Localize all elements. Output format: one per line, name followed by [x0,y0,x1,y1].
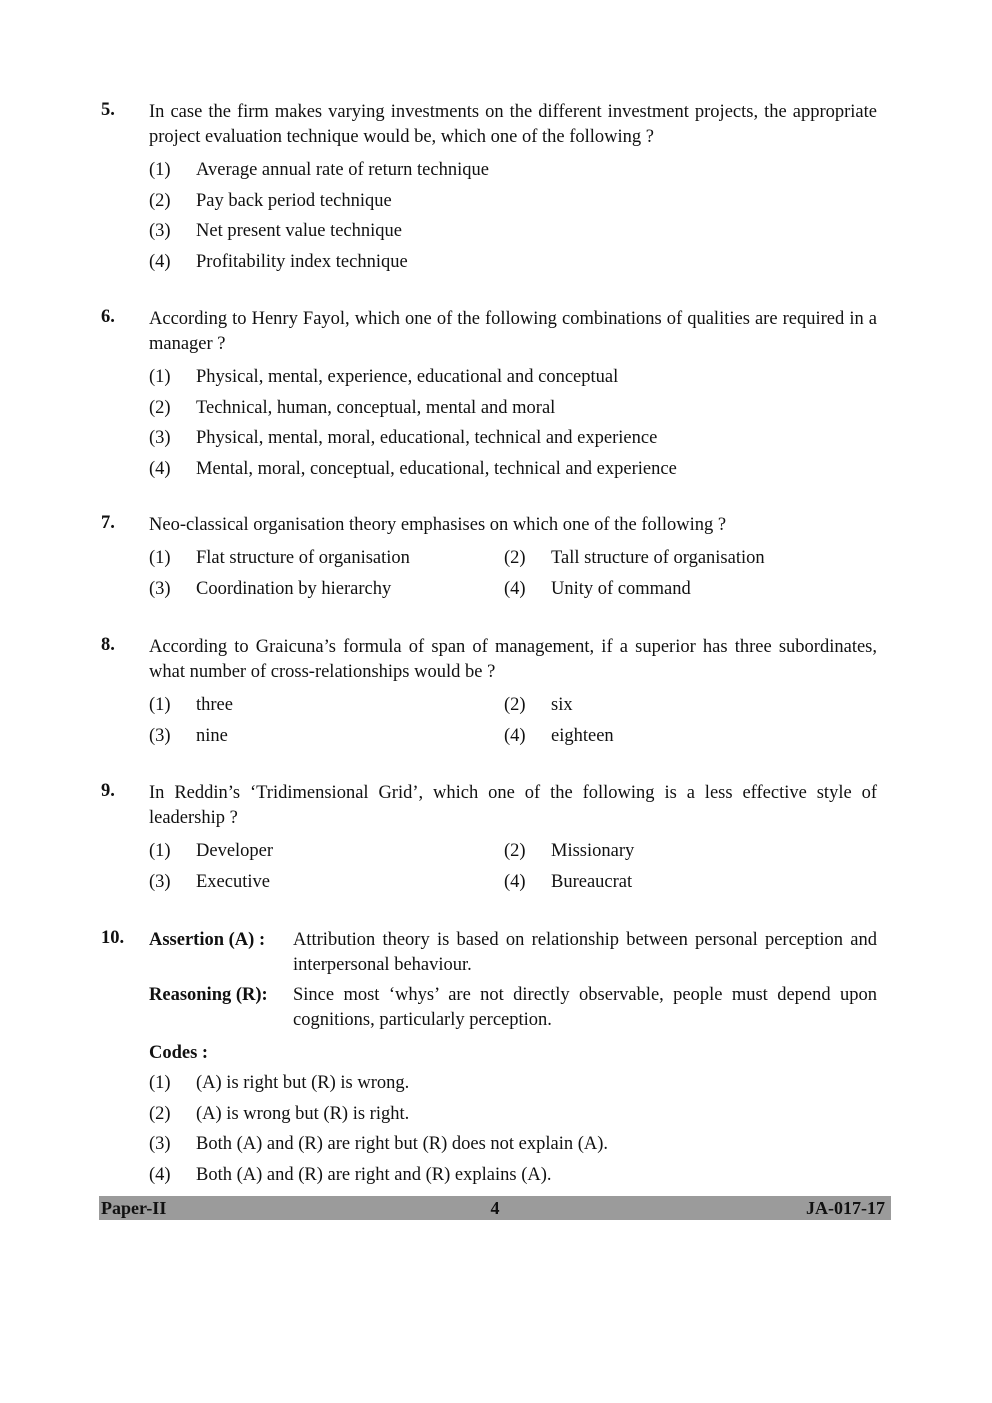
option-2 [149,1099,877,1130]
option-4 [149,247,877,278]
option-text: Net present value technique [196,221,402,241]
option-number: (1) [149,841,171,861]
option-2 [149,186,877,217]
option-text: six [551,695,573,715]
option-number: (1) [149,367,171,387]
option-text: Both (A) and (R) are right but (R) does not explain (A). [196,1134,609,1154]
option-3 [149,574,504,605]
option-number: (4) [504,871,526,892]
option-2 [149,393,877,424]
option-text: Executive [196,871,270,892]
paper-code: JA-017-17 [806,1198,885,1218]
option-4 [504,867,834,898]
assertion-row [149,928,877,978]
option-3 [149,216,877,247]
option-number: (1) [149,160,171,180]
option-text: Flat structure of organisation [196,548,410,568]
option-number: (2) [504,695,526,715]
option-4 [149,1160,877,1191]
option-3 [149,423,877,454]
paper-label: Paper-II [101,1198,167,1218]
option-number: (3) [149,578,171,599]
option-3 [149,867,504,898]
option-number: (1) [149,1073,171,1093]
option-number: (4) [149,1164,171,1185]
option-1 [149,836,504,867]
option-text: Tall structure of organisation [551,548,765,568]
codes-label: Codes : [149,1043,209,1063]
question-text: In case the firm makes varying investments on the different investment projects, the appropriate project evaluation technique would be, which one of the following ? [149,102,877,147]
option-text: Physical, mental, experience, educational and conceptual [196,367,619,387]
question-5 [101,100,877,277]
reasoning-row [149,983,877,1033]
reasoning-label: Reasoning (R): [149,985,268,1005]
option-1 [149,155,877,186]
question-10 [101,928,877,1190]
option-number: (2) [149,1103,171,1124]
option-3 [149,1129,877,1160]
option-number: (3) [149,428,171,448]
question-8 [101,635,877,751]
option-text: Bureaucrat [551,871,633,892]
option-2 [504,836,834,867]
option-list [149,155,877,277]
option-text: three [196,695,233,715]
question-number: 5. [101,100,115,120]
option-number: (2) [149,397,171,418]
option-text: Both (A) and (R) are right and (R) explains (A). [196,1164,552,1185]
question-text: In Reddin’s ‘Tridimensional Grid’, which one of the following is a less effective style of leadership ? [149,783,877,828]
page-footer [99,1196,891,1220]
option-text: Profitability index technique [196,251,408,272]
option-4 [149,454,877,485]
question-text: According to Graicuna’s formula of span of management, if a superior has three subordinates, what number of cross-relationships would be ? [149,637,877,682]
option-4 [504,574,834,605]
option-text: Pay back period technique [196,190,392,211]
option-4 [504,721,834,752]
option-number: (2) [149,190,171,211]
option-2 [504,543,834,574]
option-text: nine [196,725,228,746]
option-text: (A) is right but (R) is wrong. [196,1073,410,1093]
question-number: 6. [101,307,115,327]
reasoning-text: Since most ‘whys’ are not directly observable, people must depend upon cognitions, particularly perception. [293,985,877,1030]
option-2 [504,690,834,721]
assertion-text: Attribution theory is based on relationship between personal perception and interpersonal behaviour. [293,930,877,975]
option-list [149,1068,877,1190]
question-text: According to Henry Fayol, which one of the following combinations of qualities are required in a manager ? [149,309,877,354]
option-number: (4) [149,251,171,272]
option-text: Missionary [551,841,635,861]
option-text: Developer [196,841,274,861]
assertion-label: Assertion (A) : [149,930,266,950]
option-number: (3) [149,1134,171,1154]
page-number: 4 [490,1198,500,1218]
option-1 [149,543,504,574]
question-number: 9. [101,781,115,801]
option-text: Physical, mental, moral, educational, technical and experience [196,428,658,448]
question-7 [101,513,877,604]
option-grid [149,543,877,604]
option-text: Mental, moral, conceptual, educational, technical and experience [196,458,677,479]
option-number: (4) [504,725,526,746]
option-number: (1) [149,695,171,715]
question-9 [101,781,877,897]
option-text: eighteen [551,725,614,746]
option-1 [149,1068,877,1099]
option-grid [149,836,877,897]
question-text: Neo-classical organisation theory emphasises on which one of the following ? [149,515,727,535]
option-number: (1) [149,548,171,568]
option-grid [149,690,877,751]
option-number: (3) [149,221,171,241]
option-number: (2) [504,841,526,861]
question-number: 10. [101,928,125,948]
question-6 [101,307,877,484]
question-number: 7. [101,513,115,533]
option-number: (2) [504,548,526,568]
option-list [149,362,877,484]
option-1 [149,690,504,721]
option-3 [149,721,504,752]
option-text: (A) is wrong but (R) is right. [196,1103,410,1124]
option-number: (4) [504,578,526,599]
option-text: Coordination by hierarchy [196,578,392,599]
question-number: 8. [101,635,115,655]
option-number: (3) [149,871,171,892]
option-text: Unity of command [551,578,691,599]
option-number: (4) [149,458,171,479]
option-text: Technical, human, conceptual, mental and moral [196,397,556,418]
option-text: Average annual rate of return technique [196,160,489,180]
option-1 [149,362,877,393]
option-number: (3) [149,725,171,746]
